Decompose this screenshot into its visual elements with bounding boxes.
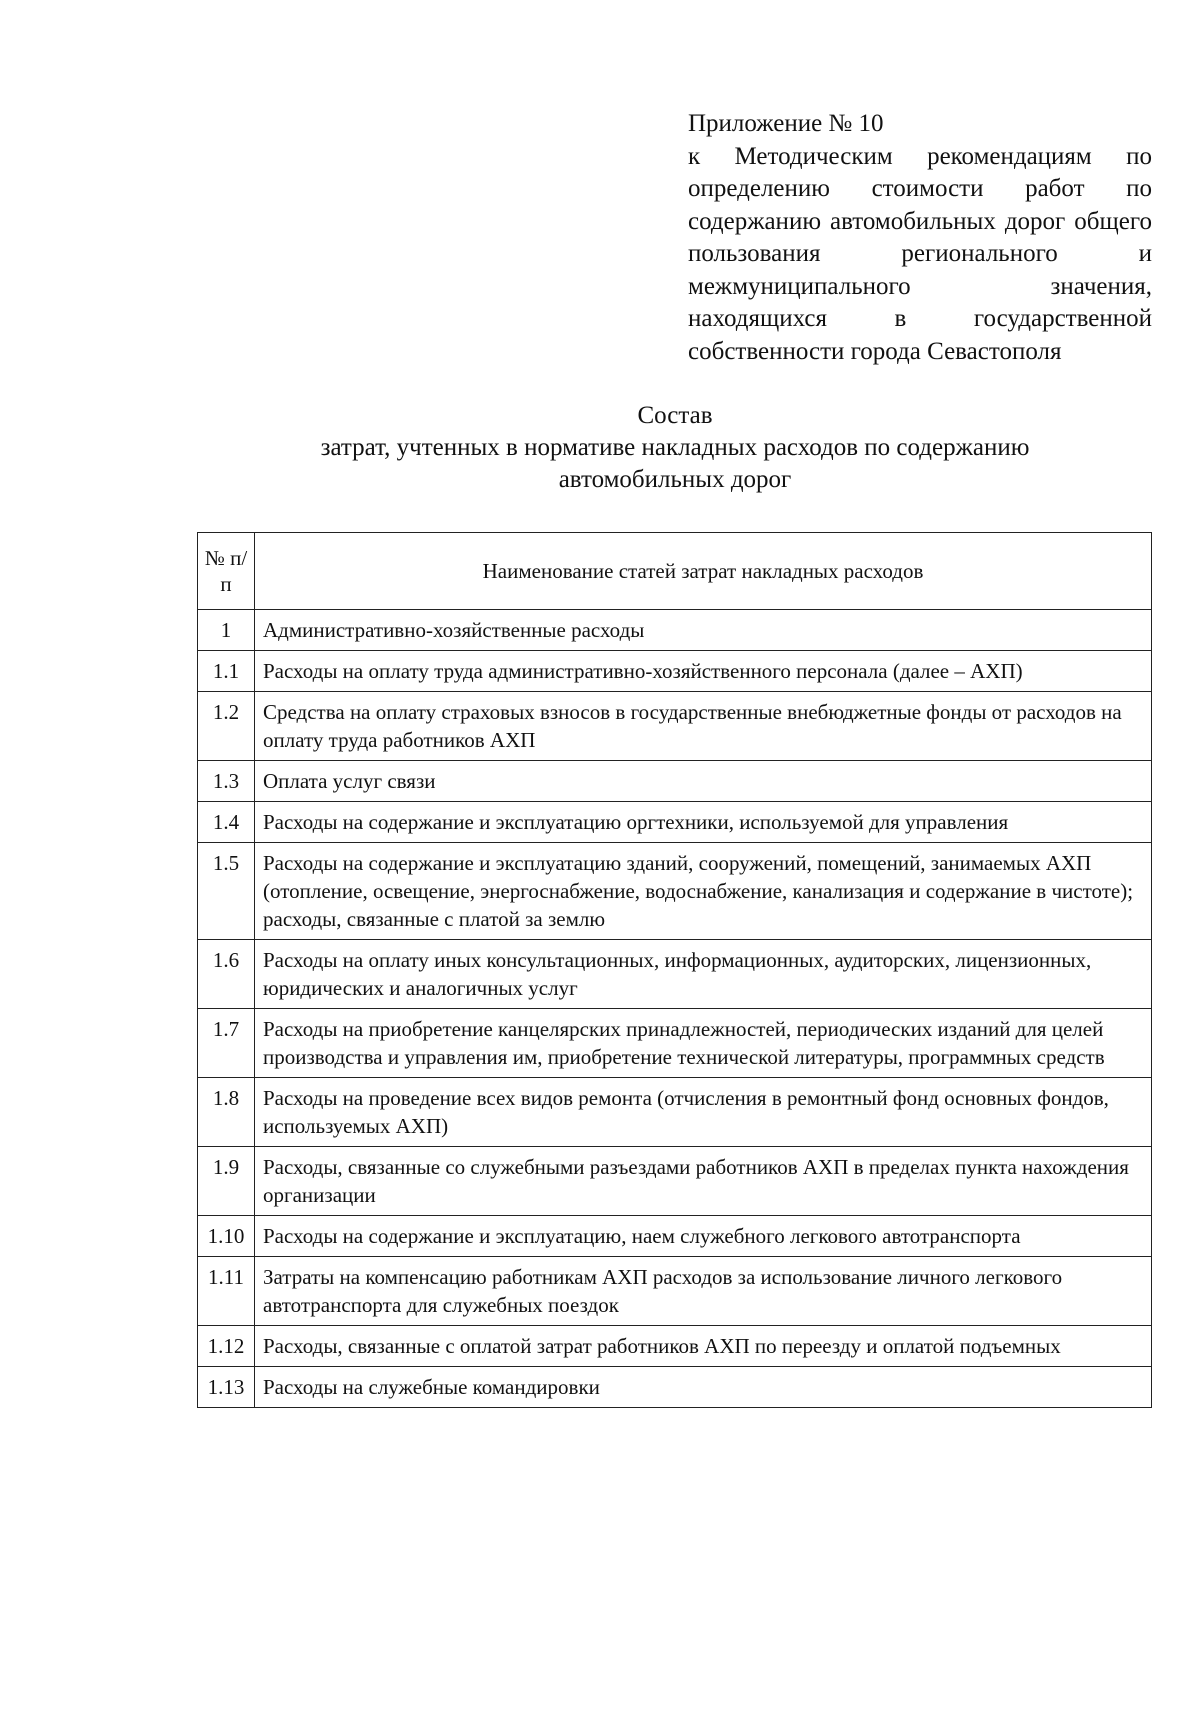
- table-row: [198, 802, 1152, 843]
- table-row: [198, 651, 1152, 692]
- row-name: Расходы на содержание и эксплуатацию оргтехники, используемой для управления: [255, 802, 1152, 843]
- row-number: 1.5: [198, 843, 255, 940]
- table-row: [198, 843, 1152, 940]
- row-number: 1.2: [198, 692, 255, 761]
- row-number: 1.3: [198, 761, 255, 802]
- table-row: [198, 1009, 1152, 1078]
- table-header-row: [198, 533, 1152, 610]
- row-name: Затраты на компенсацию работникам АХП расходов за использование личного легкового автотранспорта для служебных поездок: [255, 1257, 1152, 1326]
- row-number: 1.7: [198, 1009, 255, 1078]
- row-name: Расходы на оплату иных консультационных, информационных, аудиторских, лицензионных, юридических и аналогичных услуг: [255, 940, 1152, 1009]
- table-row: [198, 610, 1152, 651]
- row-name: Расходы, связанные с оплатой затрат работников АХП по переезду и оплатой подъемных: [255, 1326, 1152, 1367]
- row-number: 1.13: [198, 1367, 255, 1408]
- appendix-block: [688, 108, 1152, 368]
- row-name: Расходы на приобретение канцелярских принадлежностей, периодических изданий для целей производства и управления им, приобретение технической литературы, программных средств: [255, 1009, 1152, 1078]
- row-name: Средства на оплату страховых взносов в государственные внебюджетные фонды от расходов на оплату труда работников АХП: [255, 692, 1152, 761]
- row-number: 1.4: [198, 802, 255, 843]
- table-row: [198, 940, 1152, 1009]
- table-row: [198, 1257, 1152, 1326]
- row-number: 1: [198, 610, 255, 651]
- heading-line-2: затрат, учтенных в нормативе накладных расходов по содержанию автомобильных дорог: [320, 434, 1030, 493]
- header-name: Наименование статей затрат накладных расходов: [255, 533, 1152, 610]
- row-number: 1.12: [198, 1326, 255, 1367]
- table-row: [198, 692, 1152, 761]
- row-name: Расходы на проведение всех видов ремонта (отчисления в ремонтный фонд основных фондов, используемых АХП): [255, 1078, 1152, 1147]
- table-row: [198, 1367, 1152, 1408]
- row-name: Расходы на оплату труда административно-хозяйственного персонала (далее – АХП): [255, 651, 1152, 692]
- row-number: 1.10: [198, 1216, 255, 1257]
- appendix-text: к Методическим рекомендациям по определению стоимости работ по содержанию автомобильных дорог общего пользования регионального и межмуниципального значения, находящихся в государственной собственности города Севастополя: [688, 142, 1152, 365]
- row-name: Расходы на содержание и эксплуатацию зданий, сооружений, помещений, занимаемых АХП (отопление, освещение, энергоснабжение, водоснабжение, канализация и содержание в чистоте); расходы, связанные с платой за землю: [255, 843, 1152, 940]
- table-row: [198, 761, 1152, 802]
- table-row: [198, 1326, 1152, 1367]
- row-name: Расходы на содержание и эксплуатацию, наем служебного легкового автотранспорта: [255, 1216, 1152, 1257]
- row-name: Расходы на служебные командировки: [255, 1367, 1152, 1408]
- row-number: 1.9: [198, 1147, 255, 1216]
- table-body: [198, 610, 1152, 1408]
- appendix-title: Приложение № 10: [688, 110, 884, 137]
- table-row: [198, 1078, 1152, 1147]
- row-number: 1.1: [198, 651, 255, 692]
- cost-items-table: [197, 532, 1152, 1408]
- row-name: Административно-хозяйственные расходы: [255, 610, 1152, 651]
- row-number: 1.11: [198, 1257, 255, 1326]
- row-number: 1.6: [198, 940, 255, 1009]
- header-number: № п/п: [198, 533, 255, 610]
- table-row: [198, 1147, 1152, 1216]
- row-name: Расходы, связанные со служебными разъездами работников АХП в пределах пункта нахождения организации: [255, 1147, 1152, 1216]
- document-heading: [200, 400, 1150, 496]
- row-number: 1.8: [198, 1078, 255, 1147]
- table-row: [198, 1216, 1152, 1257]
- row-name: Оплата услуг связи: [255, 761, 1152, 802]
- heading-line-1: Состав: [637, 402, 713, 429]
